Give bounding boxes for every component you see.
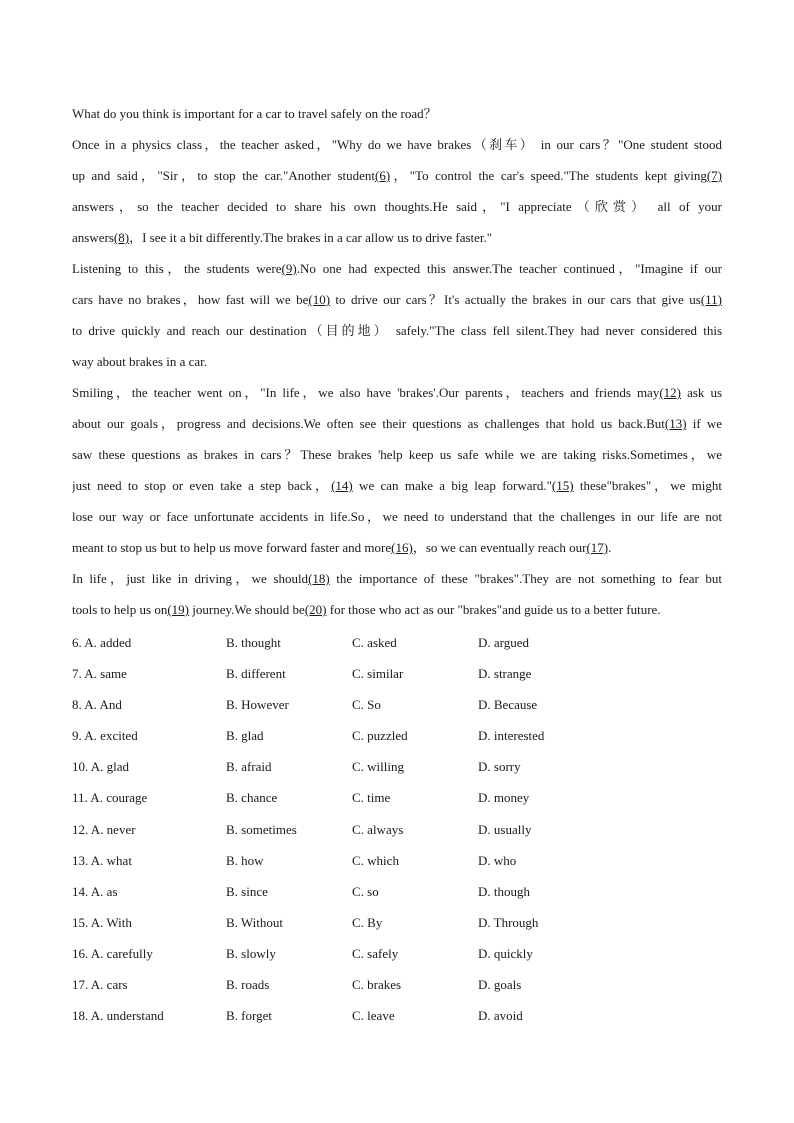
option-d: D. quickly [478,945,533,961]
option-a: 6. A. added [72,635,132,650]
passage-line [72,439,722,470]
options-list [72,627,722,1031]
option-d: D. Because [478,697,538,713]
option-b: B. thought [226,635,281,650]
option-row [72,658,722,689]
blank-number: (16) [391,540,413,555]
blank-number: (8) [113,230,130,245]
option-c: C. safely [352,945,399,961]
option-c: C. asked [352,635,397,650]
passage-line [72,470,722,501]
option-d: D. strange [478,666,532,682]
option-row [72,627,722,658]
option-b: B. different [226,666,286,682]
option-a: 18. A. understand [72,1008,164,1024]
passage-line [72,191,722,222]
blank-number: (20) [304,602,327,617]
option-d: D. money [478,790,530,806]
option-d: D. argued [478,635,530,650]
passage-text: Smiling，the teacher went on，"In life，we also have 'brakes'.Our parents，teachers and friends may [72,385,660,400]
passage-text: way about brakes in a car. [72,354,208,369]
passage-text: answers [72,230,114,245]
passage-text: answers，so the teacher decided to share his own thoughts.He said，"I appreciate（欣赏） all of your [72,199,722,214]
option-b: B. Without [226,914,284,930]
passage-line [72,253,722,284]
passage-text: just need to stop or even take a step back， [72,478,332,493]
passage-text: lose our way or face unfortunate accidents in life.So，we need to understand that the challenges in our life are not [72,509,722,524]
passage-text: these"brakes"，we might [573,478,722,493]
option-row [72,720,722,751]
passage-text: meant to stop us but to help us move forward faster and more [72,540,392,555]
option-d: D. sorry [478,759,521,775]
option-a: 11. A. courage [72,790,148,806]
passage-line [72,346,722,377]
option-a: 8. A. And [72,697,122,713]
option-b: B. chance [226,790,278,806]
passage-text: up and said，"Sir，to stop the car."Another student [72,168,375,183]
passage-text: ask us [681,385,722,400]
option-row [72,689,722,720]
passage-text: .No one had expected this answer.The teacher continued，"Imagine if our [296,261,722,276]
option-c: C. So [352,697,381,713]
passage-text: cars have no brakes，how fast will we be [72,292,309,307]
option-a: 17. A. cars [72,977,128,993]
option-d: D. interested [478,728,545,744]
blank-number: (17) [586,540,609,555]
option-b: B. However [226,697,289,713]
passage-body [72,129,722,625]
passage [72,98,722,625]
blank-number: (7) [706,168,722,183]
passage-line [72,563,722,594]
passage-text: ，"To control the car's speed."The students kept giving [390,168,707,183]
option-b: B. since [226,883,268,899]
option-b: B. slowly [226,945,276,961]
passage-text: about our goals，progress and decisions.We often see their questions as challenges that hold us back.But [72,416,665,431]
option-b: B. afraid [226,759,272,775]
passage-line [72,160,722,191]
passage-text: the importance of these "brakes".They are not something to fear but [329,571,722,586]
passage-line [72,408,722,439]
option-a: 16. A. carefully [72,945,153,961]
option-row [72,845,722,876]
blank-number: (12) [659,385,682,400]
option-a: 9. A. excited [72,728,138,744]
passage-text: . [608,540,612,555]
option-b: B. glad [226,728,264,744]
passage-text: to drive quickly and reach our destination（目的地） safely."The class fell silent.They had never considered this [72,323,722,338]
passage-text: ，so we can eventually reach our [412,540,587,555]
passage-text: we can make a big leap forward." [352,478,552,493]
blank-number: (15) [551,478,574,493]
option-d: D. though [478,883,530,899]
option-d: D. who [478,852,517,868]
option-row [72,876,722,907]
option-row [72,969,722,1000]
option-a: 10. A. glad [72,759,130,775]
option-c: C. similar [352,666,404,682]
option-c: C. By [352,914,383,930]
option-row [72,1000,722,1031]
blank-number: (18) [308,571,330,586]
option-row [72,907,722,938]
passage-text: for those who act as our "brakes"and guide us to a better future. [326,602,661,617]
passage-text: Once in a physics class，the teacher asked，"Why do we have brakes（刹车） in our cars？"One student stood [72,137,722,152]
passage-question: What do you think is important for a car to travel safely on the road？ [72,106,437,121]
blank-number: (6) [375,168,391,183]
option-d: D. avoid [478,1008,523,1024]
passage-text: Listening to this，the students were [72,261,282,276]
option-a: 13. A. what [72,852,132,868]
option-row [72,938,722,969]
option-row [72,782,722,813]
passage-text: In life，just like in driving，we should [72,571,309,586]
option-c: C. leave [352,1008,395,1024]
option-d: D. Through [478,914,539,930]
option-b: B. forget [226,1008,272,1024]
passage-line [72,532,722,563]
passage-line [72,377,722,408]
passage-line [72,501,722,532]
option-d: D. usually [478,821,532,837]
option-b: B. sometimes [226,821,297,837]
passage-text: to drive our cars？It's actually the brakes in our cars that give us [330,292,701,307]
option-a: 7. A. same [72,666,127,682]
option-c: C. so [352,883,379,899]
option-c: C. brakes [352,977,402,993]
passage-text: journey.We should be [189,602,305,617]
option-b: B. roads [226,977,270,993]
option-c: C. which [352,852,399,868]
option-a: 15. A. With [72,914,132,930]
blank-number: (11) [700,292,722,307]
option-c: C. puzzled [352,728,408,744]
passage-line [72,594,722,625]
option-c: C. willing [352,759,405,775]
option-a: 14. A. as [72,883,118,899]
option-b: B. how [226,852,264,868]
option-a: 12. A. never [72,821,136,837]
blank-number: (9) [281,261,297,276]
passage-text: ，I see it a bit differently.The brakes in a car allow us to drive faster." [129,230,493,245]
passage-line [72,315,722,346]
passage-text: saw these questions as brakes in cars？These brakes 'help keep us safe while we are taking risks.Sometimes，we [72,447,722,462]
passage-line [72,284,722,315]
option-c: C. always [352,821,404,837]
option-c: C. time [352,790,391,806]
passage-line [72,129,722,160]
blank-number: (10) [308,292,331,307]
blank-number: (19) [167,602,190,617]
passage-text: tools to help us on [72,602,168,617]
blank-number: (13) [664,416,687,431]
passage-line [72,222,722,253]
blank-number: (14) [331,478,353,493]
option-row [72,751,722,782]
passage-text: if we [686,416,722,431]
option-row [72,814,722,845]
option-d: D. goals [478,977,522,993]
